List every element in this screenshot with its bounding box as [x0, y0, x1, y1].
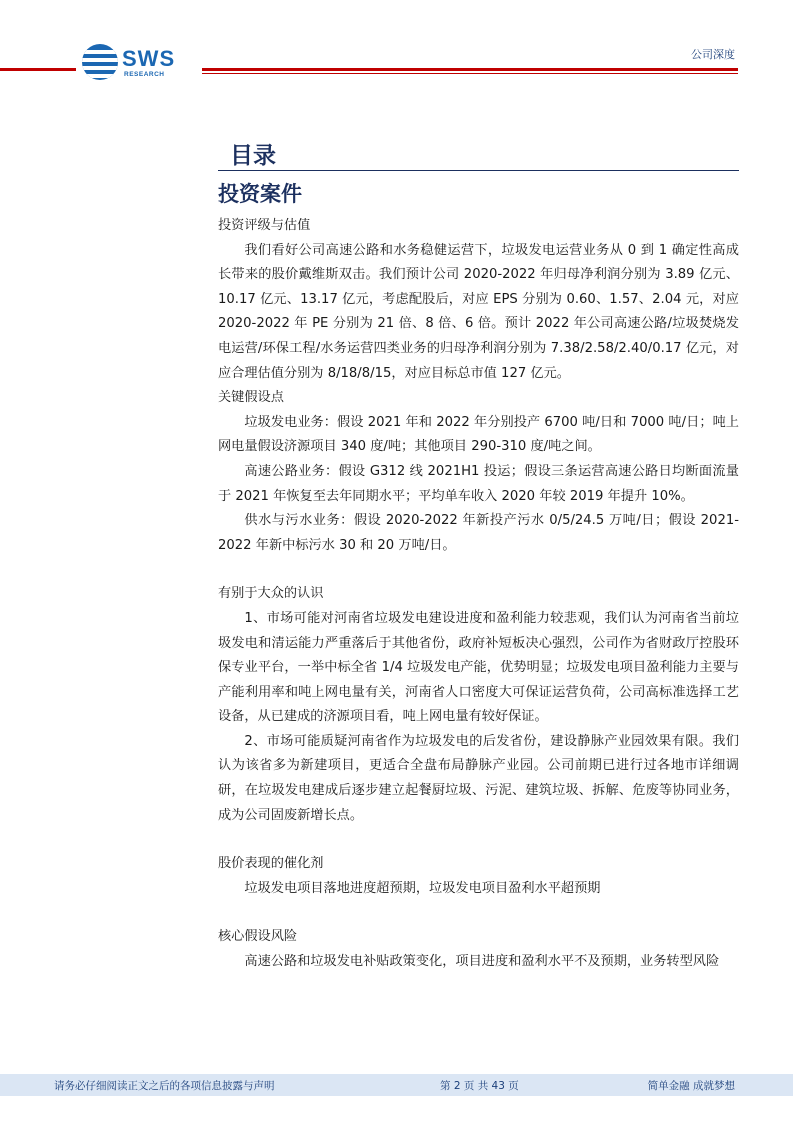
footer-slogan: 简单金融 成就梦想 — [647, 1080, 735, 1092]
page-footer — [0, 1074, 793, 1096]
page-number: 第 2 页 共 43 页 — [440, 1080, 519, 1092]
rating-heading: 投资评级与估值 — [218, 218, 311, 233]
assumption-item: 垃圾发电业务：假设 2021 年和 2022 年分别投产 6700 吨/日和 7000 吨/日；吨上网电量假设济源项目 340 度/吨；其他项目 290-310 度/吨之间。 — [218, 414, 739, 455]
logo-text: SWS — [122, 46, 176, 71]
page-header — [0, 0, 793, 100]
header-rule-right — [202, 68, 738, 71]
assumptions-heading: 关键假设点 — [218, 390, 284, 406]
different-view-heading: 有别于大众的认识 — [218, 586, 324, 602]
header-rule-right-thin — [202, 73, 738, 74]
report-type-tag: 公司深度 — [691, 48, 735, 61]
main-content — [218, 214, 739, 975]
rating-paragraph: 我们看好公司高速公路和水务稳健运营下，垃圾发电运营业务从 0 到 1 确定性高成长带来的股价戴维斯双击。我们预计公司 2020-2022 年归母净利润分别为 3.89 亿元、10.17 亿元、13.17 亿元，考虑配股后，对应 EPS 分别为 0.60、1.57、2.04 元，对应 2020-2022 年 PE 分别为 21 倍、8 倍、6 倍。预计 2022 年公司高速公路/垃圾焚烧发电运营/环保工程/水务运营四类业务的归母净利润分别为 7.38/2.58/2.40/0.17 亿元，对应合理估值分别为 8/18/8/15，对应目标总市值 127 亿元。 — [218, 242, 739, 381]
assumption-item: 高速公路业务：假设 G312 线 2021H1 投运；假设三条运营高速公路日均断面流量于 2021 年恢复至去年同期水平；平均单车收入 2020 年较 2019 年提升 10%。 — [218, 463, 739, 504]
assumption-item: 供水与污水业务：假设 2020-2022 年新投产污水 0/5/24.5 万吨/日；假设 2021-2022 年新中标污水 30 和 20 万吨/日。 — [218, 513, 739, 553]
different-view-item: 1、市场可能对河南省垃圾发电建设进度和盈利能力较悲观，我们认为河南省当前垃圾发电和清运能力严重落后于其他省份，政府补短板决心强烈，公司作为省财政厅控股环保专业平台，一举中标全省 1/4 垃圾发电产能，优势明显；垃圾发电项目盈利能力主要与产能利用率和吨上网电量有关，河南省人口密度大可保证运营负荷，公司高标准选择工艺设备，从已建成的济源项目看，吨上网电量有较好保证。 — [218, 610, 739, 725]
section-title: 投资案件 — [218, 182, 302, 206]
toc-divider — [218, 170, 739, 171]
sws-logo-icon — [82, 44, 118, 80]
toc-title: 目录 — [230, 143, 276, 169]
catalyst-heading: 股价表现的催化剂 — [218, 856, 324, 872]
risk-paragraph: 高速公路和垃圾发电补贴政策变化，项目进度和盈利水平不及预期，业务转型风险 — [244, 954, 720, 970]
logo-subtext: RESEARCH — [124, 71, 165, 78]
risk-heading: 核心假设风险 — [218, 929, 298, 945]
footer-disclaimer: 请务必仔细阅读正文之后的各项信息披露与声明 — [54, 1080, 275, 1092]
header-rule-left — [0, 68, 76, 71]
different-view-item: 2、市场可能质疑河南省作为垃圾发电的后发省份，建设静脉产业园效果有限。我们认为该省多为新建项目，更适合全盘布局静脉产业园。公司前期已进行过各地市详细调研，在垃圾发电建成后逐步建立起餐厨垃圾、污泥、建筑垃圾、拆解、危废等协同业务，成为公司固废新增长点。 — [218, 733, 739, 823]
catalyst-paragraph: 垃圾发电项目落地进度超预期，垃圾发电项目盈利水平超预期 — [244, 880, 601, 896]
sws-logo — [82, 44, 182, 84]
